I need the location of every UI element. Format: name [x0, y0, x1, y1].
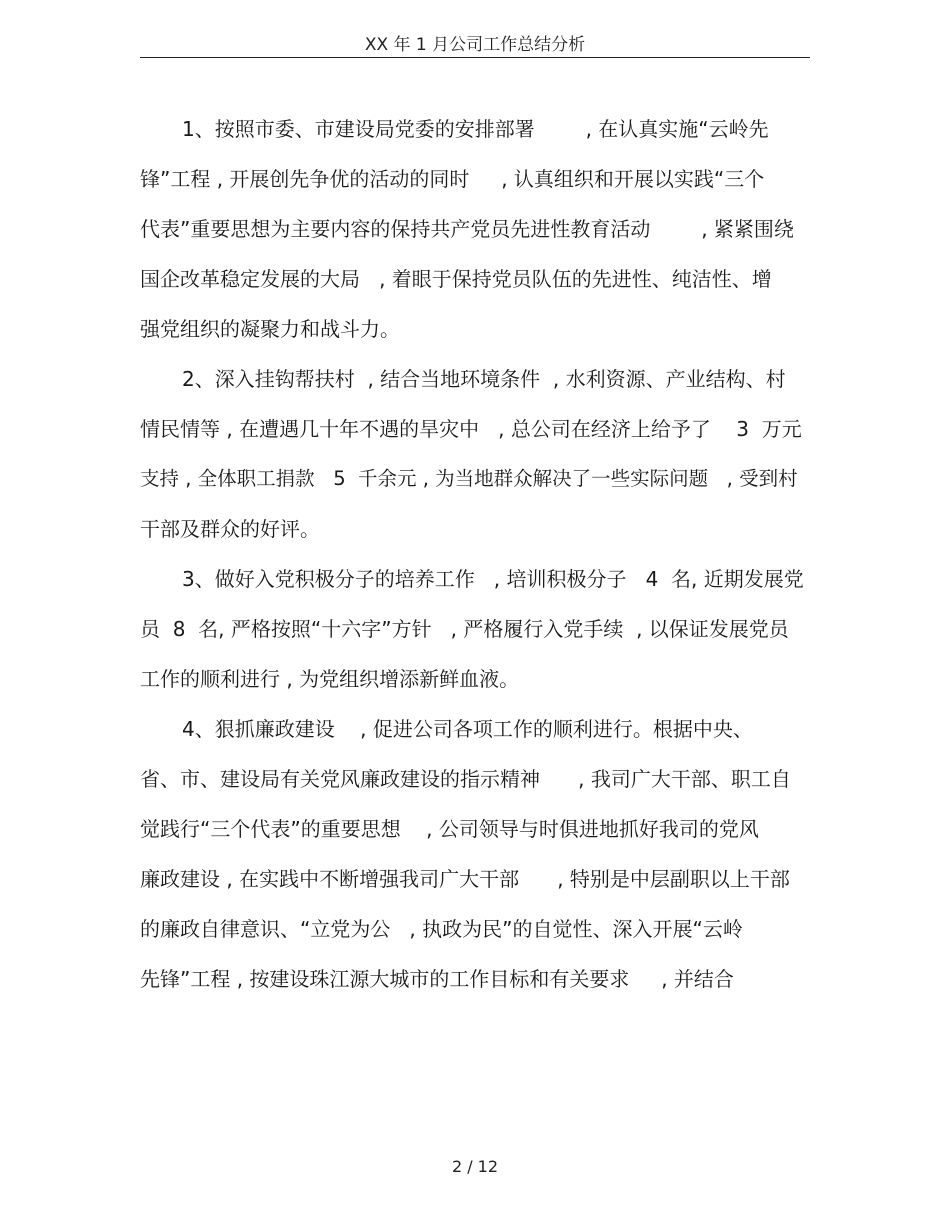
text-line: 员 8 名, 严格按照“十六字”方针 , 严格履行入党手续 , 以保证发展党员	[140, 617, 789, 641]
text-line: 强党组织的凝聚力和战斗力。	[140, 317, 400, 341]
paragraph-3	[140, 554, 812, 704]
text-line: 1、按照市委、市建设局党委的安排部署 , 在认真实施“云岭先	[182, 117, 769, 141]
text-line: 国企改革稳定发展的大局 , 着眼于保持党员队伍的先进性、纯洁性、增	[140, 267, 772, 291]
text-line: 省、市、建设局有关党风廉政建设的指示精神 , 我司广大干部、职工自	[140, 767, 791, 791]
text-line: 3、做好入党积极分子的培养工作 , 培训积极分子 4 名, 近期发展党	[182, 567, 804, 591]
text-line: 干部及群众的好评。	[140, 517, 320, 541]
text-line: 工作的顺利进行 , 为党组织增添新鲜血液。	[140, 667, 520, 691]
text-line: 代表”重要思想为主要内容的保持共产党员先进性教育活动 , 紧紧围绕	[140, 217, 794, 241]
text-line: 2、深入挂钩帮扶村 , 结合当地环境条件 , 水利资源、产业结构、村	[182, 367, 786, 391]
page-number: 2 / 12	[451, 1157, 499, 1176]
header-divider	[140, 57, 810, 58]
text-line: 情民情等 , 在遭遇几十年不遇的旱灾中 , 总公司在经济上给予了 3 万元	[140, 417, 802, 441]
text-line: 锋”工程 , 开展创先争优的活动的同时 , 认真组织和开展以实践“三个	[140, 167, 765, 191]
text-line: 廉政建设 , 在实践中不断增强我司广大干部 , 特别是中层副职以上干部	[140, 867, 790, 891]
text-line: 4、狠抓廉政建设 , 促进公司各项工作的顺利进行。根据中央、	[182, 717, 753, 741]
text-line: 支持 , 全体职工捐款 5 千余元 , 为当地群众解决了一些实际问题 , 受到村	[140, 467, 798, 490]
document-body	[140, 104, 812, 1004]
paragraph-1	[140, 104, 812, 354]
page-header-title: XX 年 1 月公司工作总结分析	[364, 35, 586, 55]
paragraph-4	[140, 704, 812, 1004]
text-line: 的廉政自律意识、“立党为公 , 执政为民”的自觉性、深入开展“云岭	[140, 917, 743, 941]
paragraph-2	[140, 354, 812, 554]
text-line: 觉践行“三个代表”的重要思想 , 公司领导与时俱进地抓好我司的党风	[140, 817, 759, 841]
text-line: 先锋”工程 , 按建设珠江源大城市的工作目标和有关要求 , 并结合	[140, 967, 734, 991]
